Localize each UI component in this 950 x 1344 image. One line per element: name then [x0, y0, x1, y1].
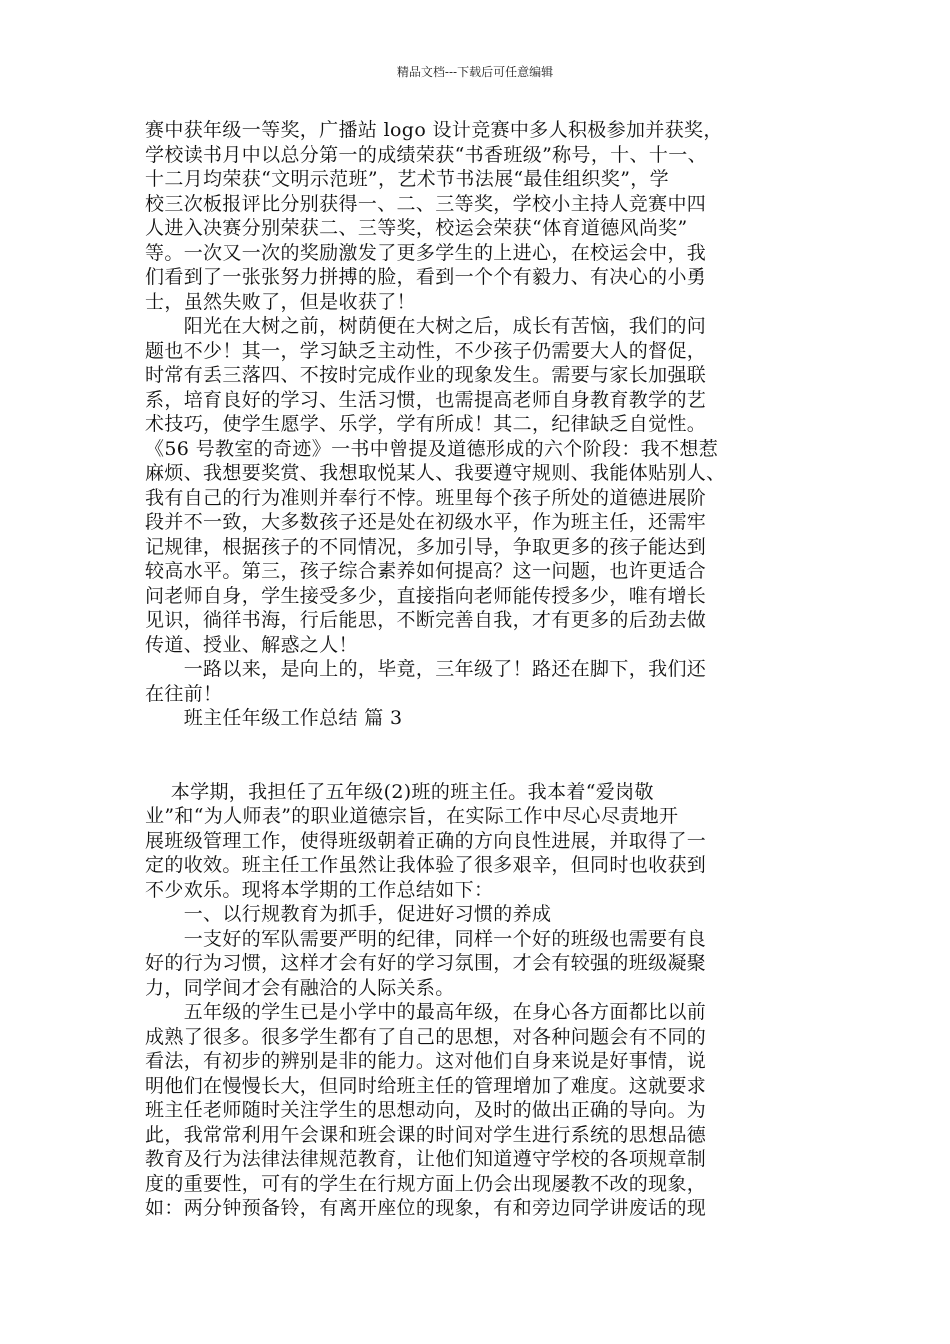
text-line: 定的收效。班主任工作虽然让我体验了很多艰辛，但同时也收获到: [145, 854, 707, 876]
text-line: 成熟了很多。很多学生都有了自己的思想，对各种问题会有不同的: [145, 1025, 707, 1048]
text-line: 不少欢乐。现将本学期的工作总结如下：: [145, 878, 494, 901]
text-line: 如：两分钟预备铃，有离开座位的现象，有和旁边同学讲废话的现: [145, 1197, 707, 1219]
text-line: 时常有丢三落四、不按时完成作业的现象发生。需要与家长加强联: [145, 364, 707, 386]
text-line: 十二月均荣获“文明示范班”，艺术节书法展“最佳组织奖”，学: [145, 168, 670, 190]
text-line: 班主任老师随时关注学生的思想动向，及时的做出正确的导向。为: [145, 1099, 707, 1121]
text-line: 系，培育良好的学习、生活习惯，也需提高老师自身教育教学的艺: [145, 388, 707, 411]
text-line: 术技巧，使学生愿学、乐学，学有所成！其二，纪律缺乏自觉性。: [145, 413, 707, 435]
text-line: 们看到了一张张努力拼搏的脸，看到一个个有毅力、有决心的小勇: [145, 266, 707, 288]
text-line: 看法，有初步的辨别是非的能力。这对他们自身来说是好事情，说: [145, 1050, 707, 1072]
text-line: 传道、授业、解惑之人！: [145, 633, 358, 656]
text-line: 在往前！: [145, 682, 223, 705]
subheading: 一、以行规教育为抓手，促进好习惯的养成: [145, 903, 552, 925]
text-line: 度的重要性，可有的学生在行规方面上仍会出现屡教不改的现象，: [145, 1172, 707, 1195]
text-line: 题也不少！其一，学习缺乏主动性，不少孩子仍需要大人的督促，: [145, 339, 707, 362]
text-line: 人进入决赛分别荣获二、三等奖，校运会荣获“体育道德风尚奖”: [145, 217, 688, 239]
document-body: [145, 118, 815, 1221]
text-line: 本学期，我担任了五年级(2)班的班主任。我本着“爱岗敬: [145, 780, 654, 803]
text-line: 士，虽然失败了，但是收获了！: [145, 290, 416, 313]
text-line: 《56 号教室的奇迹》一书中曾提及道德形成的六个阶段：我不想惹: [145, 437, 719, 460]
blank-gap: [145, 731, 815, 780]
text-line: 展班级管理工作，使得班级朝着正确的方向良性进展，并取得了一: [145, 829, 707, 852]
text-line: 学校读书月中以总分第一的成绩荣获“书香班级”称号，十、十一、: [145, 143, 707, 166]
text-line: 等。一次又一次的奖励激发了更多学生的上进心，在校运会中，我: [145, 241, 707, 264]
text-line: 较高水平。第三，孩子综合素养如何提高？这一问题，也许更适合: [145, 560, 707, 582]
text-line: 麻烦、我想要奖赏、我想取悦某人、我要遵守规则、我能体贴别人、: [145, 462, 726, 484]
text-line: 问老师自身，学生接受多少，直接指向老师能传授多少，唯有增长: [145, 584, 707, 607]
text-line: 我有自己的行为准则并奉行不悖。班里每个孩子所处的道德进展阶: [145, 486, 707, 509]
text-line: 段并不一致，大多数孩子还是处在初级水平，作为班主任，还需牢: [145, 511, 707, 533]
text-line: 业”和“为人师表”的职业道德宗旨，在实际工作中尽心尽责地开: [145, 805, 679, 827]
text-line: 见识，徜徉书海，行后能思，不断完善自我，才有更多的后劲去做: [145, 609, 707, 631]
section-heading: 班主任年级工作总结 篇 3: [145, 707, 403, 729]
text-line: 教育及行为法律法律规范教育，让他们知道遵守学校的各项规章制: [145, 1148, 707, 1170]
section-a: [145, 118, 815, 731]
text-line: 一路以来，是向上的，毕竟，三年级了！路还在脚下，我们还: [145, 658, 707, 680]
text-line: 记规律，根据孩子的不同情况，多加引导，争取更多的孩子能达到: [145, 535, 707, 558]
text-line: 好的行为习惯，这样才会有好的学习氛围，才会有较强的班级凝聚: [145, 952, 707, 974]
text-line: 力，同学间才会有融洽的人际关系。: [145, 976, 455, 999]
text-line: 赛中获年级一等奖，广播站 logo 设计竞赛中多人积极参加并获奖，: [145, 119, 723, 141]
text-line: 阳光在大树之前，树荫便在大树之后，成长有苦恼，我们的问: [145, 315, 707, 337]
text-line: 此，我常常利用午会课和班会课的时间对学生进行系统的思想品德: [145, 1123, 707, 1146]
text-line: 一支好的军队需要严明的纪律，同样一个好的班级也需要有良: [145, 927, 707, 950]
section-b: [145, 780, 815, 1221]
text-line: 校三次板报评比分别获得一、二、三等奖，学校小主持人竞赛中四: [145, 192, 707, 215]
page-header: 精品文档---下载后可任意编辑: [396, 65, 554, 79]
text-line: 明他们在慢慢长大，但同时给班主任的管理增加了难度。这就要求: [145, 1074, 707, 1097]
text-line: 五年级的学生已是小学中的最高年级，在身心各方面都比以前: [145, 1001, 707, 1023]
